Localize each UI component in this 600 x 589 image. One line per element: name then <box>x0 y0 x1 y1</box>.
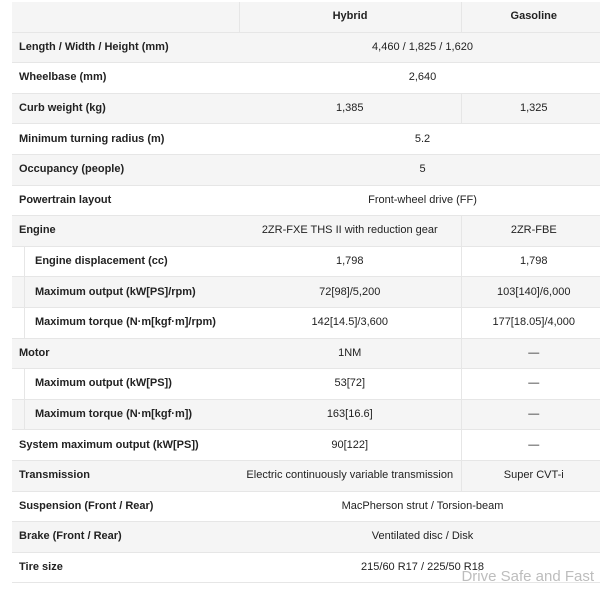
table-row <box>12 63 600 94</box>
header-hybrid: Hybrid <box>239 2 461 32</box>
row-label: Transmission <box>12 460 239 491</box>
row-label: Minimum turning radius (m) <box>12 124 239 155</box>
row-value-hybrid: Electric continuously variable transmission <box>239 460 461 491</box>
table-row <box>12 338 600 369</box>
row-label: Brake (Front / Rear) <box>12 522 239 553</box>
row-value-shared: 215/60 R17 / 225/50 R18 <box>239 552 600 583</box>
row-value-hybrid: 2ZR-FXE THS II with reduction gear <box>239 216 461 247</box>
table-row <box>12 216 600 247</box>
row-label: Engine <box>12 216 239 247</box>
table-row <box>12 491 600 522</box>
row-value-shared: 2,640 <box>239 63 600 94</box>
row-value-hybrid: 1,385 <box>239 93 461 124</box>
spec-table <box>12 2 600 583</box>
table-row <box>12 277 600 308</box>
row-value-gasoline: Super CVT-i <box>461 460 600 491</box>
row-value-shared: 4,460 / 1,825 / 1,620 <box>239 32 600 63</box>
row-value-hybrid: 142[14.5]/3,600 <box>239 307 461 338</box>
row-label: Occupancy (people) <box>12 154 239 185</box>
row-value-shared: MacPherson strut / Torsion-beam <box>239 491 600 522</box>
row-label: Maximum output (kW[PS]) <box>12 369 239 400</box>
row-value-hybrid: 53[72] <box>239 369 461 400</box>
row-value-shared: Ventilated disc / Disk <box>239 522 600 553</box>
row-value-hybrid: 1,798 <box>239 246 461 277</box>
row-label: Maximum torque (N·m[kgf·m]/rpm) <box>12 307 239 338</box>
row-value-hybrid: 90[122] <box>239 430 461 461</box>
row-label: Curb weight (kg) <box>12 93 239 124</box>
row-label: Engine displacement (cc) <box>12 246 239 277</box>
row-label: System maximum output (kW[PS]) <box>12 430 239 461</box>
table-row <box>12 522 600 553</box>
table-row <box>12 399 600 430</box>
table-row <box>12 369 600 400</box>
row-value-hybrid: 72[98]/5,200 <box>239 277 461 308</box>
row-label: Wheelbase (mm) <box>12 63 239 94</box>
row-value-gasoline: 1,798 <box>461 246 600 277</box>
table-row <box>12 154 600 185</box>
row-value-gasoline: 1,325 <box>461 93 600 124</box>
table-row <box>12 460 600 491</box>
row-value-shared: Front-wheel drive (FF) <box>239 185 600 216</box>
header-blank-cell <box>12 2 239 32</box>
row-label: Tire size <box>12 552 239 583</box>
row-label: Maximum output (kW[PS]/rpm) <box>12 277 239 308</box>
table-row <box>12 124 600 155</box>
row-value-gasoline: — <box>461 369 600 400</box>
row-label: Motor <box>12 338 239 369</box>
table-row <box>12 430 600 461</box>
header-gasoline: Gasoline <box>461 2 600 32</box>
row-value-shared: 5.2 <box>239 124 600 155</box>
watermark: Drive Safe and Fast <box>461 568 594 585</box>
table-row <box>12 32 600 63</box>
row-value-gasoline: — <box>461 399 600 430</box>
row-label: Maximum torque (N·m[kgf·m]) <box>12 399 239 430</box>
row-value-gasoline: 103[140]/6,000 <box>461 277 600 308</box>
row-value-gasoline: 177[18.05]/4,000 <box>461 307 600 338</box>
spec-table-container <box>12 2 600 583</box>
row-value-hybrid: 163[16.6] <box>239 399 461 430</box>
row-label: Suspension (Front / Rear) <box>12 491 239 522</box>
row-value-gasoline: 2ZR-FBE <box>461 216 600 247</box>
table-row <box>12 246 600 277</box>
row-label: Length / Width / Height (mm) <box>12 32 239 63</box>
row-value-shared: 5 <box>239 154 600 185</box>
table-row <box>12 93 600 124</box>
table-header-row <box>12 2 600 32</box>
row-value-gasoline: — <box>461 338 600 369</box>
row-value-gasoline: — <box>461 430 600 461</box>
table-row <box>12 185 600 216</box>
row-value-hybrid: 1NM <box>239 338 461 369</box>
table-row <box>12 307 600 338</box>
row-label: Powertrain layout <box>12 185 239 216</box>
